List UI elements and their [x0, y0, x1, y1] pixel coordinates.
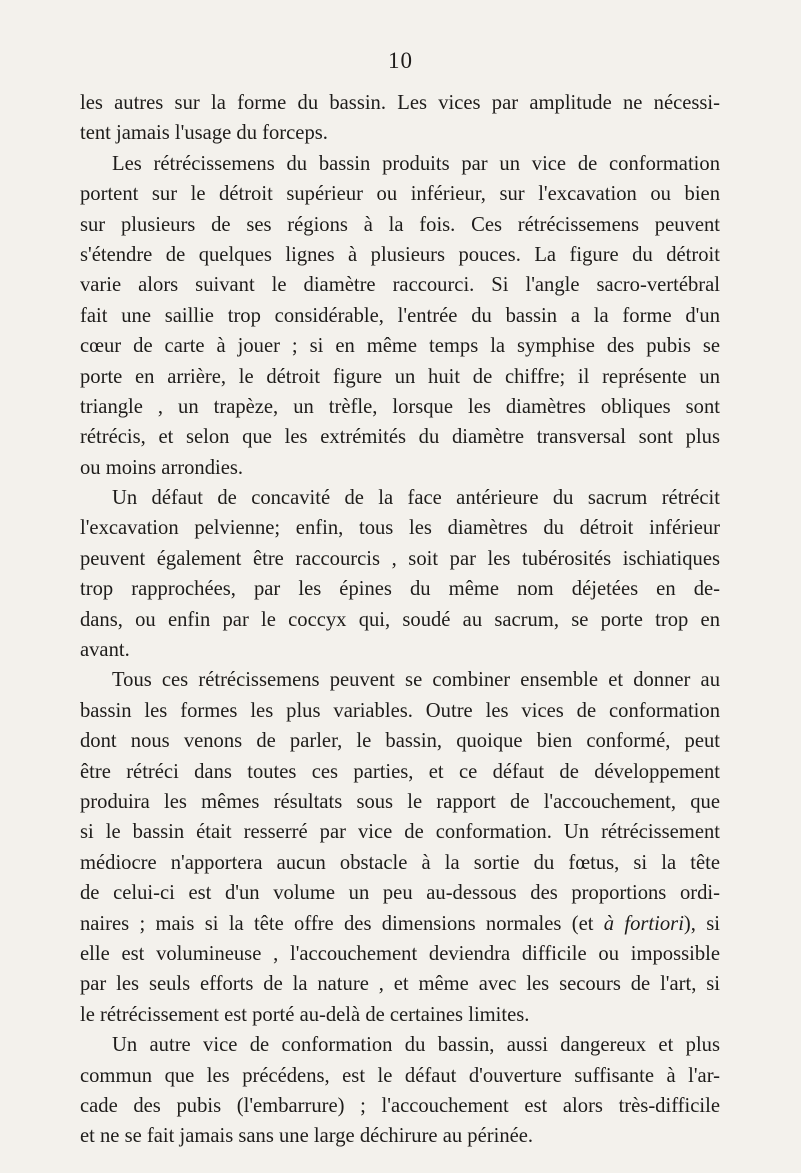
text-line: dans, ou enfin par le coccyx qui, soudé au sacrum, se porte trop en	[80, 608, 720, 631]
text-line: tent jamais l'usage du forceps.	[80, 122, 328, 145]
text-line: s'étendre de quelques lignes à plusieurs pouces. La figure du détroit	[80, 243, 720, 266]
italic-phrase: à fortiori	[603, 912, 684, 935]
text-line: les autres sur la forme du bassin. Les vices par amplitude ne nécessi-	[80, 92, 720, 114]
page-number: 10	[388, 48, 413, 73]
text-line: médiocre n'apportera aucun obstacle à la sortie du fœtus, si la tête	[80, 851, 720, 874]
text-line	[80, 909, 720, 939]
text-line: Les rétrécissemens du bassin produits par un vice de conformation	[112, 152, 720, 175]
text-line: cœur de carte à jouer ; si en même temps la symphise des pubis se	[80, 335, 720, 358]
text-line: Tous ces rétrécissemens peuvent se combiner ensemble et donner au	[112, 669, 720, 692]
text-line: de celui-ci est d'un volume un peu au-dessous des proportions ordi-	[80, 882, 720, 905]
text-line: commun que les précédens, est le défaut d'ouverture suffisante à l'ar-	[80, 1064, 720, 1087]
text-line: Un autre vice de conformation du bassin, aussi dangereux et plus	[112, 1034, 720, 1057]
text-line: le rétrécissement est porté au-delà de certaines limites.	[80, 1003, 530, 1026]
text-line: portent sur le détroit supérieur ou inférieur, sur l'excavation ou bien	[80, 183, 720, 206]
text-line: varie alors suivant le diamètre raccourci. Si l'angle sacro-vertébral	[80, 274, 720, 297]
text-line: être rétréci dans toutes ces parties, et ce défaut de développement	[80, 760, 720, 783]
text-line: cade des pubis (l'embarrure) ; l'accouchement est alors très-difficile	[80, 1094, 720, 1117]
body-text	[80, 88, 720, 1152]
text-line: avant.	[80, 639, 130, 662]
text-line: l'excavation pelvienne; enfin, tous les diamètres du détroit inférieur	[80, 517, 720, 540]
text-line: rétrécis, et selon que les extrémités du diamètre transversal sont plus	[80, 426, 720, 449]
text-line: bassin les formes les plus variables. Outre les vices de conformation	[80, 699, 720, 722]
text-line: fait une saillie trop considérable, l'entrée du bassin a la forme d'un	[80, 304, 720, 327]
text-line: Un défaut de concavité de la face antérieure du sacrum rétrécit	[112, 487, 720, 510]
text-line: elle est volumineuse , l'accouchement deviendra difficile ou impossible	[80, 942, 720, 965]
text-line: sur plusieurs de ses régions à la fois. Ces rétrécissemens peuvent	[80, 213, 720, 236]
text-line: peuvent également être raccourcis , soit par les tubérosités ischiatiques	[80, 547, 720, 570]
text-line: et ne se fait jamais sans une large déchirure au périnée.	[80, 1125, 534, 1148]
text-line: trop rapprochées, par les épines du même nom déjetées en de-	[80, 578, 720, 601]
text-line: ou moins arrondies.	[80, 456, 244, 479]
text-segment: ), si	[683, 912, 720, 935]
text-segment: naires ; mais si la tête offre des dimensions normales (et	[80, 912, 594, 935]
text-line: produira les mêmes résultats sous le rapport de l'accouchement, que	[80, 790, 720, 813]
text-line: triangle , un trapèze, un trèfle, lorsque les diamètres obliques sont	[80, 395, 720, 418]
text-line: par les seuls efforts de la nature , et même avec les secours de l'art, si	[80, 973, 720, 996]
text-line: dont nous venons de parler, le bassin, quoique bien conformé, peut	[80, 730, 720, 753]
text-line: si le bassin était resserré par vice de conformation. Un rétrécissement	[80, 821, 720, 844]
text-line: porte en arrière, le détroit figure un huit de chiffre; il représente un	[80, 365, 720, 388]
